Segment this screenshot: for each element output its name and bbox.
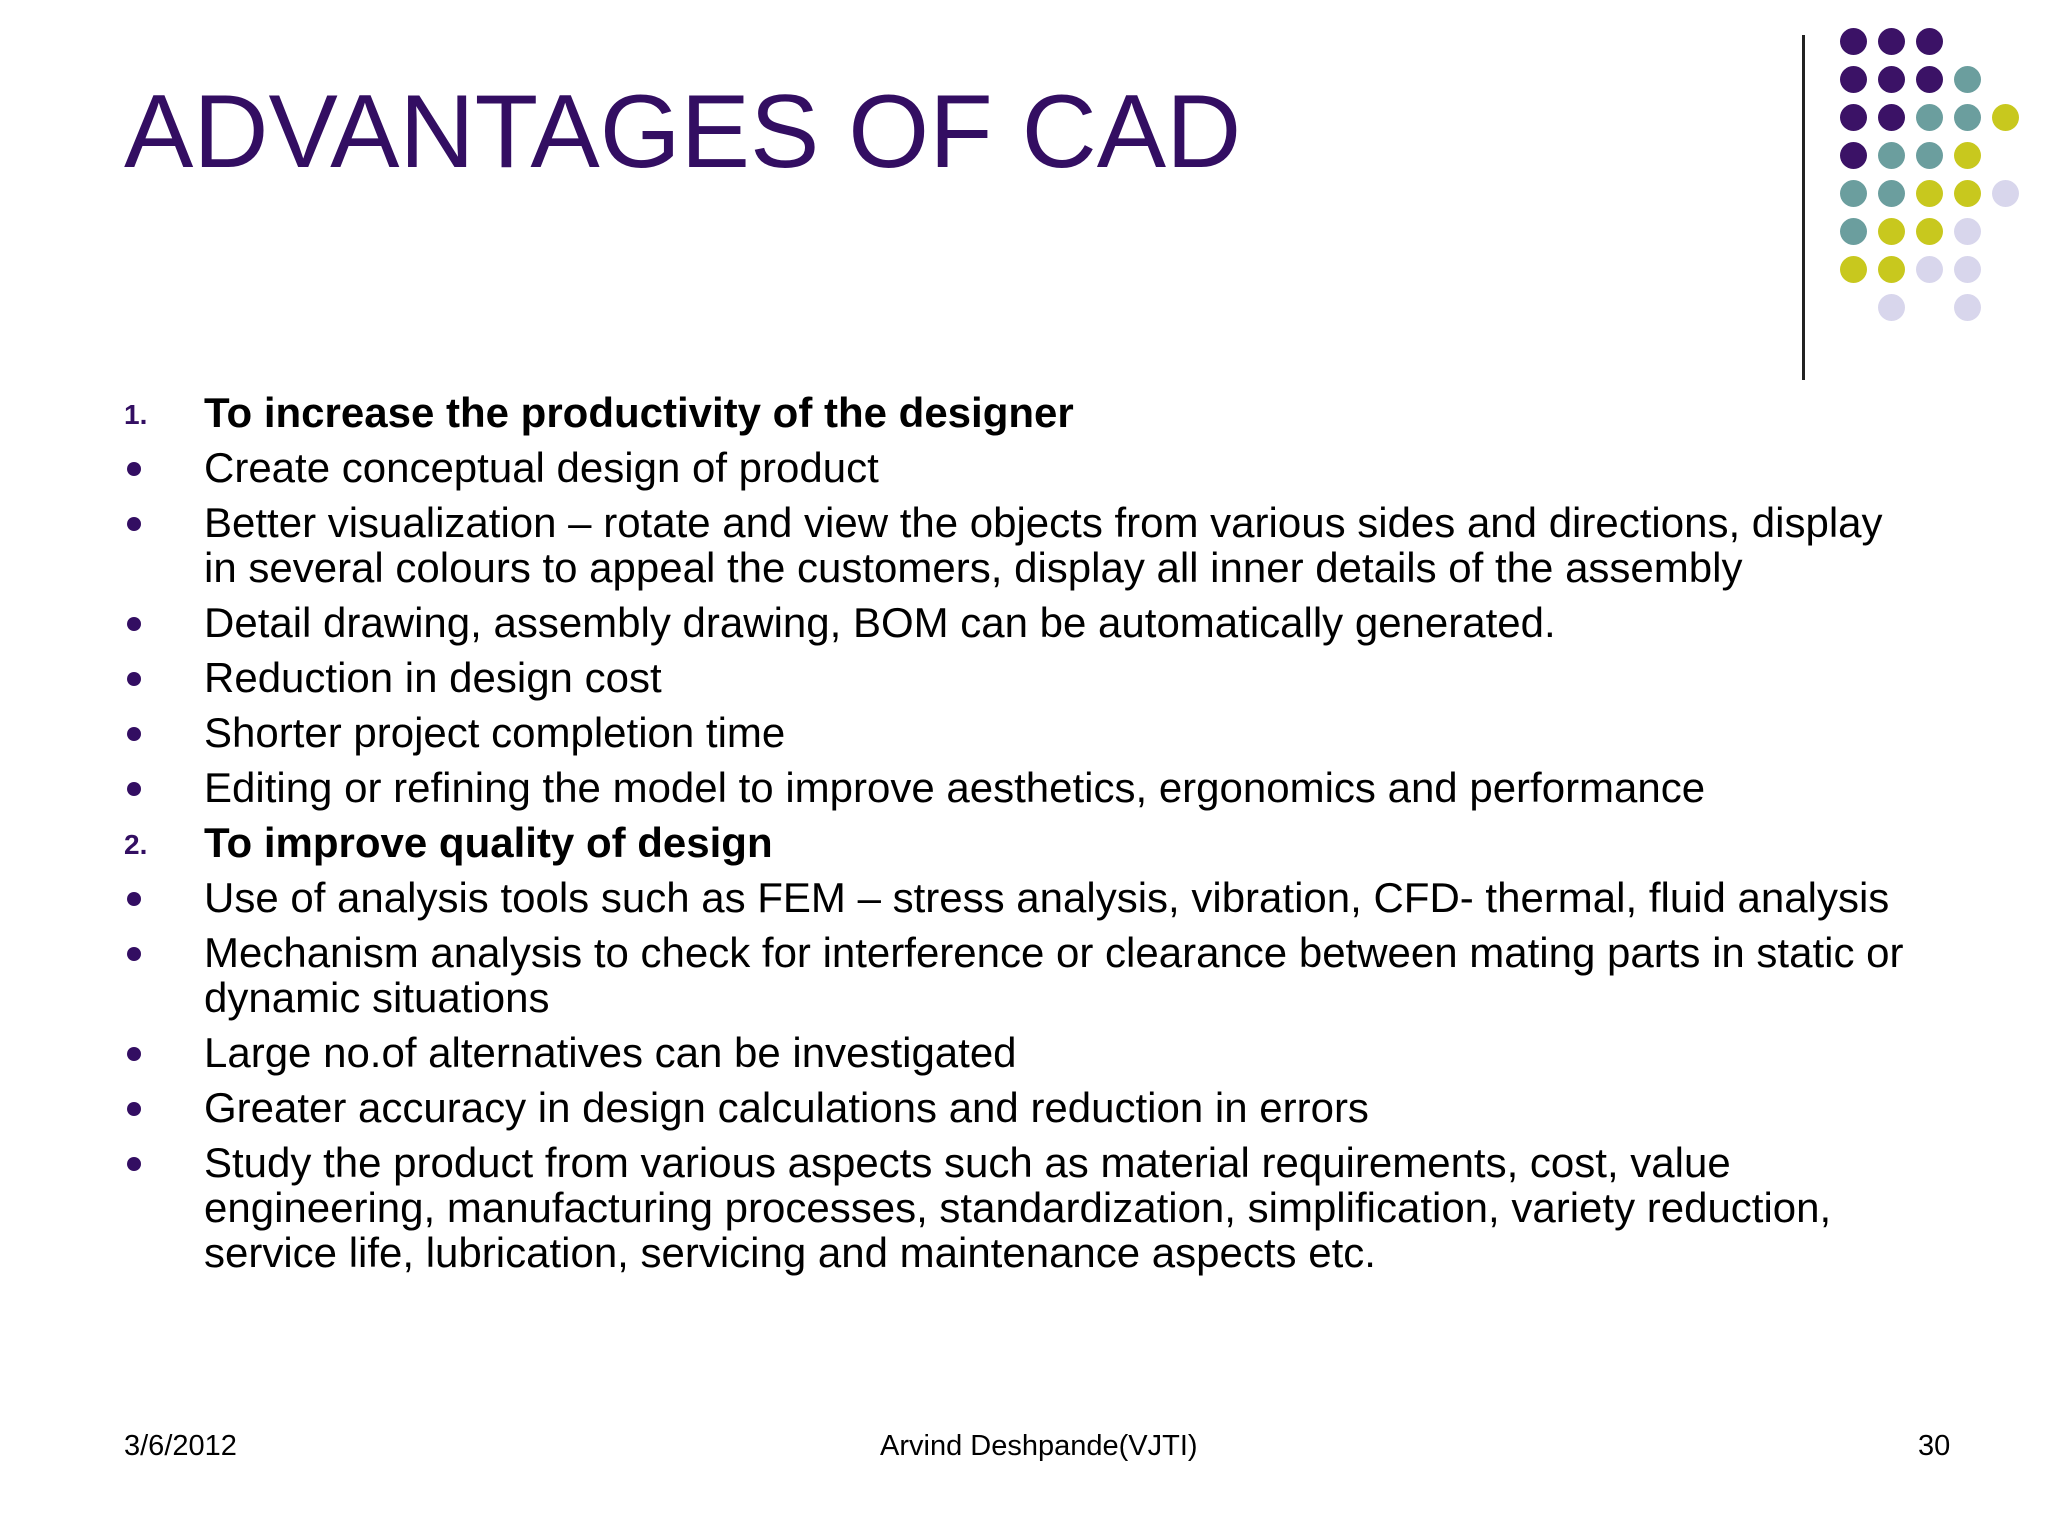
footer-author: Arvind Deshpande(VJTI) [880,1430,1198,1462]
decorative-dot [1954,294,1981,321]
item-text: Shorter project completion time [204,709,786,756]
item-text: Create conceptual design of product [204,444,879,491]
list-number-label: 2. [124,829,148,860]
decorative-dot [1992,104,2019,131]
decorative-dot [1878,294,1905,321]
bullet-dot-icon [127,1047,141,1061]
bullet-marker [124,600,184,645]
bullet-item [124,710,1924,755]
decorative-dot [1916,256,1943,283]
decorative-dot [1954,104,1981,131]
bullet-item [124,655,1924,700]
bullet-marker [124,655,184,700]
slide-title: ADVANTAGES OF CAD [124,74,1242,190]
bullet-item [124,930,1924,1020]
bullet-marker [124,875,184,920]
bullet-item [124,765,1924,810]
decorative-dot [1916,180,1943,207]
bullet-dot-icon [127,1102,141,1116]
decorative-dot [1916,218,1943,245]
list-number [124,820,184,865]
item-text: Reduction in design cost [204,654,662,701]
slide-content [124,390,1924,1285]
decorative-dot [1954,256,1981,283]
bullet-marker [124,445,184,490]
list-number [124,390,184,435]
bullet-marker [124,1030,184,1075]
item-text: Better visualization – rotate and view the objects from various sides and directions, display in several colours to appeal the customers, display all inner details of the assembly [204,499,1883,591]
bullet-item [124,1085,1924,1130]
decorative-dot [1954,66,1981,93]
decorative-dot [1916,104,1943,131]
bullet-dot-icon [127,782,141,796]
decorative-dot [1954,180,1981,207]
bullet-item [124,1140,1924,1275]
item-text: To increase the productivity of the designer [204,389,1074,436]
item-text: Use of analysis tools such as FEM – stress analysis, vibration, CFD- thermal, fluid analysis [204,874,1890,921]
decorative-dot [1878,142,1905,169]
decorative-dot [1992,180,2019,207]
decorative-dot [1916,28,1943,55]
bullet-dot-icon [127,892,141,906]
item-text: Study the product from various aspects such as material requirements, cost, value engineering, manufacturing processes, standardization, simplification, variety reduction, service life, lubrication, servicing and maintenance aspects etc. [204,1139,1832,1276]
bullet-dot-icon [127,462,141,476]
decorative-dot [1954,142,1981,169]
bullet-item [124,1030,1924,1075]
item-text: Greater accuracy in design calculations and reduction in errors [204,1084,1369,1131]
numbered-heading [124,820,1924,865]
decorative-dot-pattern [1840,28,2040,348]
title-divider [1802,35,1805,380]
bullet-marker [124,1085,184,1130]
decorative-dot [1840,28,1867,55]
bullet-dot-icon [127,617,141,631]
decorative-dot [1840,66,1867,93]
item-text: Mechanism analysis to check for interference or clearance between mating parts in static or dynamic situations [204,929,1904,1021]
decorative-dot [1878,218,1905,245]
footer-page-number: 30 [1918,1430,1951,1462]
item-text: Detail drawing, assembly drawing, BOM can be automatically generated. [204,599,1556,646]
footer-date: 3/6/2012 [124,1430,237,1462]
decorative-dot [1878,66,1905,93]
decorative-dot [1878,256,1905,283]
bullet-item [124,445,1924,490]
list-number-label: 1. [124,399,148,430]
bullet-marker [124,930,184,975]
bullet-marker [124,765,184,810]
item-text: To improve quality of design [204,819,773,866]
bullet-dot-icon [127,727,141,741]
decorative-dot [1840,256,1867,283]
decorative-dot [1840,180,1867,207]
bullet-dot-icon [127,1157,141,1171]
bullet-item [124,600,1924,645]
decorative-dot [1878,28,1905,55]
decorative-dot [1840,142,1867,169]
decorative-dot [1878,180,1905,207]
item-text: Large no.of alternatives can be investigated [204,1029,1017,1076]
bullet-dot-icon [127,947,141,961]
decorative-dot [1916,66,1943,93]
bullet-item [124,875,1924,920]
bullet-marker [124,500,184,545]
decorative-dot [1916,142,1943,169]
bullet-marker [124,710,184,755]
bullet-dot-icon [127,517,141,531]
bullet-dot-icon [127,672,141,686]
bullet-item [124,500,1924,590]
decorative-dot [1840,218,1867,245]
decorative-dot [1954,218,1981,245]
decorative-dot [1840,104,1867,131]
numbered-heading [124,390,1924,435]
item-text: Editing or refining the model to improve aesthetics, ergonomics and performance [204,764,1706,811]
bullet-marker [124,1140,184,1185]
decorative-dot [1878,104,1905,131]
